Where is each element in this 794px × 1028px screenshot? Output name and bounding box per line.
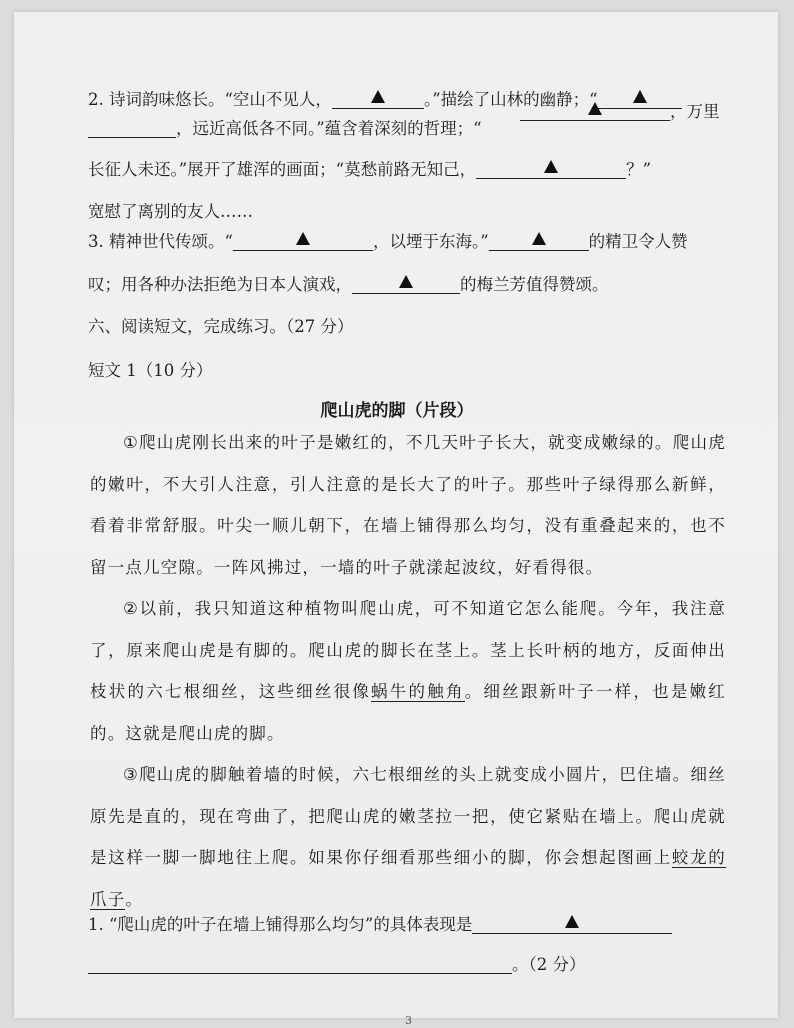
- answer-blank[interactable]: [88, 953, 512, 974]
- paragraph-3: ③爬山虎的脚触着墙的时候，六七根细丝的头上就变成小圆片，巴住墙。细丝原先是直的，现在弯曲了，把爬山虎的嫩茎拉一把，使它紧贴在墙上。爬山虎就是这样一脚一脚地往上爬。如果你仔细看那些细小的脚，你会想起图画上蛟龙的爪子。: [90, 765, 726, 909]
- triangle-marker-icon: [371, 90, 385, 103]
- triangle-marker-icon: [532, 232, 546, 245]
- question-1-line-2: 。（2 分）: [88, 953, 728, 977]
- answer-blank[interactable]: [352, 273, 460, 294]
- answer-blank[interactable]: [472, 913, 672, 934]
- triangle-marker-icon: [588, 102, 602, 115]
- q3-line-2: 叹；用各种办法拒绝为日本人演戏， 的梅兰芳值得赞颂。: [88, 275, 609, 294]
- answer-blank[interactable]: [88, 117, 176, 138]
- paragraph-2: ②以前，我只知道这种植物叫爬山虎，可不知道它怎么能爬。今年，我注意了，原来爬山虎是有脚的。爬山虎的脚长在茎上。茎上长叶柄的地方，反面伸出枝状的六七根细丝，这些细丝很像蜗牛的触角。细丝跟新叶子一样，也是嫩红的。这就是爬山虎的脚。: [90, 599, 727, 743]
- passage-body: [90, 422, 726, 920]
- q2-line-2: ，万里: [520, 100, 728, 124]
- answer-blank[interactable]: [332, 88, 424, 109]
- underlined-phrase: 蛟龙的爪子: [90, 848, 726, 909]
- section-heading: 六、阅读短文，完成练习。（27 分）: [88, 317, 354, 336]
- answer-blank[interactable]: [489, 230, 589, 251]
- triangle-marker-icon: [544, 160, 558, 173]
- passage-label: 短文 1（10 分）: [88, 361, 213, 380]
- q2-line-4: 长征人未还。”展开了雄浑的画面；“莫愁前路无知己， ？”: [88, 160, 652, 179]
- q2-line-5: 宽慰了离别的友人……: [88, 202, 253, 221]
- triangle-marker-icon: [565, 915, 579, 928]
- q2-line-3: ，远近高低各不同。”蕴含着深刻的哲理；“: [88, 117, 728, 141]
- page-number: 3: [405, 1014, 412, 1027]
- q2-line-1: 2. 诗词韵味悠长。“空山不见人， 。”描绘了山林的幽静；“: [88, 88, 728, 112]
- passage-title: 爬山虎的脚（片段）: [320, 401, 474, 421]
- triangle-marker-icon: [399, 275, 413, 288]
- paragraph-1: ①爬山虎刚长出来的叶子是嫩红的，不几天叶子长大，就变成嫩绿的。爬山虎的嫩叶，不大引人注意，引人注意的是长大了的叶子。那些叶子绿得那么新鲜，看着非常舒服。叶尖一顺儿朝下，在墙上铺得那么均匀，没有重叠起来的，也不留一点儿空隙。一阵风拂过，一墙的叶子就漾起波纹，好看得很。: [90, 433, 726, 577]
- q3-line-1: 3. 精神世代传颂。“ ，以堙于东海。” 的精卫令人赞: [88, 232, 688, 251]
- answer-blank[interactable]: [233, 230, 373, 251]
- underlined-phrase: 蜗牛的触角: [371, 682, 465, 701]
- triangle-marker-icon: [296, 232, 310, 245]
- question-1-line-1: 1. “爬山虎的叶子在墙上铺得那么均匀”的具体表现是: [88, 913, 728, 937]
- answer-blank[interactable]: [476, 158, 626, 179]
